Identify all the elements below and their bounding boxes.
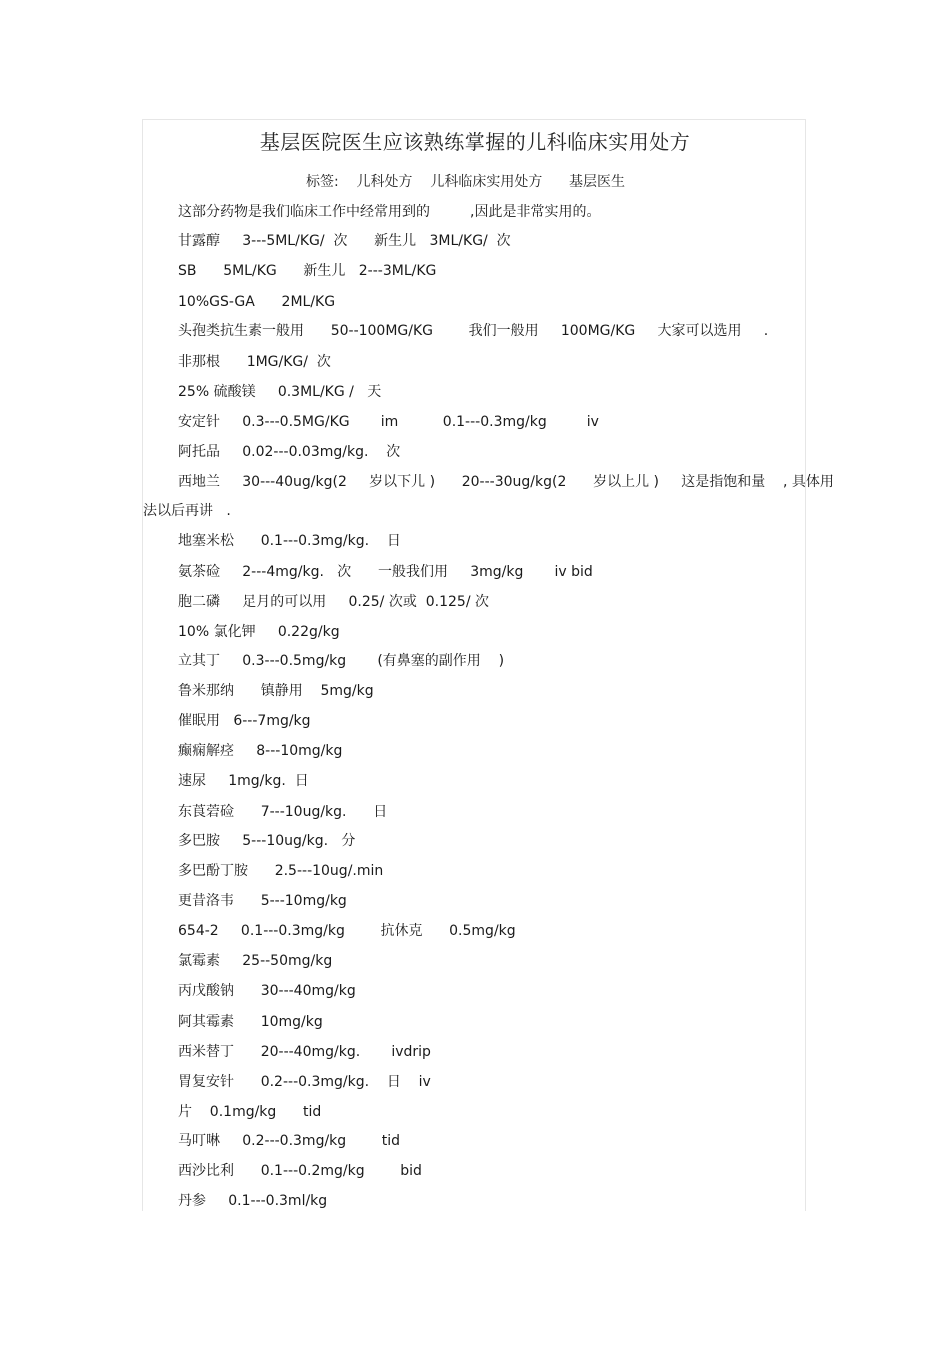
dosage-line: 癫痫解痉 8---10mg/kg bbox=[178, 743, 343, 759]
dosage-line-continuation: 法以后再讲 . bbox=[143, 503, 231, 519]
dosage-line: 西米替丁 20---40mg/kg. ivdrip bbox=[178, 1044, 431, 1060]
dosage-line: 催眠用 6---7mg/kg bbox=[178, 713, 311, 729]
dosage-line: 丙戊酸钠 30---40mg/kg bbox=[178, 983, 356, 999]
dosage-line: 654-2 0.1---0.3mg/kg 抗休克 0.5mg/kg bbox=[178, 923, 516, 939]
dosage-line: 阿其霉素 10mg/kg bbox=[178, 1014, 323, 1030]
document-title: 基层医院医生应该熟练掌握的儿科临床实用处方 bbox=[259, 130, 691, 154]
dosage-line: SB 5ML/KG 新生儿 2---3ML/KG bbox=[178, 263, 437, 279]
dosage-line: 立其丁 0.3---0.5mg/kg (有鼻塞的副作用 ) bbox=[178, 653, 505, 669]
dosage-line: 片 0.1mg/kg tid bbox=[178, 1104, 322, 1120]
dosage-line: 马叮啉 0.2---0.3mg/kg tid bbox=[178, 1133, 401, 1149]
dosage-line: 西沙比利 0.1---0.2mg/kg bid bbox=[178, 1163, 422, 1179]
intro-line: 这部分药物是我们临床工作中经常用到的 ,因此是非常实用的。 bbox=[178, 204, 601, 220]
dosage-line: 氯霉素 25--50mg/kg bbox=[178, 953, 333, 969]
dosage-line: 阿托品 0.02---0.03mg/kg. 次 bbox=[178, 444, 401, 460]
tags-line: 标签: 儿科处方 儿科临床实用处方 基层医生 bbox=[306, 174, 626, 190]
dosage-line: 10%GS-GA 2ML/KG bbox=[178, 294, 336, 310]
dosage-line: 甘露醇 3---5ML/KG/ 次 新生儿 3ML/KG/ 次 bbox=[178, 233, 511, 249]
dosage-line: 西地兰 30---40ug/kg(2 岁以下儿 ) 20---30ug/kg(2 岁以上儿 ) 这是指饱和量 , 具体用 bbox=[178, 474, 834, 490]
dosage-line: 头孢类抗生素一般用 50--100MG/KG 我们一般用 100MG/KG 大家可以选用 . bbox=[178, 323, 769, 339]
dosage-line: 安定针 0.3---0.5MG/KG im 0.1---0.3mg/kg iv bbox=[178, 414, 599, 430]
dosage-line: 地塞米松 0.1---0.3mg/kg. 日 bbox=[178, 533, 401, 549]
dosage-line: 更昔洛韦 5---10mg/kg bbox=[178, 893, 347, 909]
dosage-line: 胃复安针 0.2---0.3mg/kg. 日 iv bbox=[178, 1074, 431, 1090]
dosage-line: 25% 硫酸镁 0.3ML/KG / 天 bbox=[178, 384, 382, 400]
dosage-line: 非那根 1MG/KG/ 次 bbox=[178, 354, 331, 370]
dosage-line: 10% 氯化钾 0.22g/kg bbox=[178, 624, 340, 640]
dosage-line: 鲁米那纳 镇静用 5mg/kg bbox=[178, 683, 374, 699]
dosage-line: 速尿 1mg/kg. 日 bbox=[178, 773, 309, 789]
dosage-line: 东莨菪硷 7---10ug/kg. 日 bbox=[178, 804, 388, 820]
dosage-line: 多巴胺 5---10ug/kg. 分 bbox=[178, 833, 356, 849]
dosage-line: 氨茶硷 2---4mg/kg. 次 一般我们用 3mg/kg iv bid bbox=[178, 564, 593, 580]
dosage-line: 丹参 0.1---0.3ml/kg bbox=[178, 1193, 328, 1209]
dosage-line: 多巴酚丁胺 2.5---10ug/.min bbox=[178, 863, 384, 879]
dosage-line: 胞二磷 足月的可以用 0.25/ 次或 0.125/ 次 bbox=[178, 594, 489, 610]
